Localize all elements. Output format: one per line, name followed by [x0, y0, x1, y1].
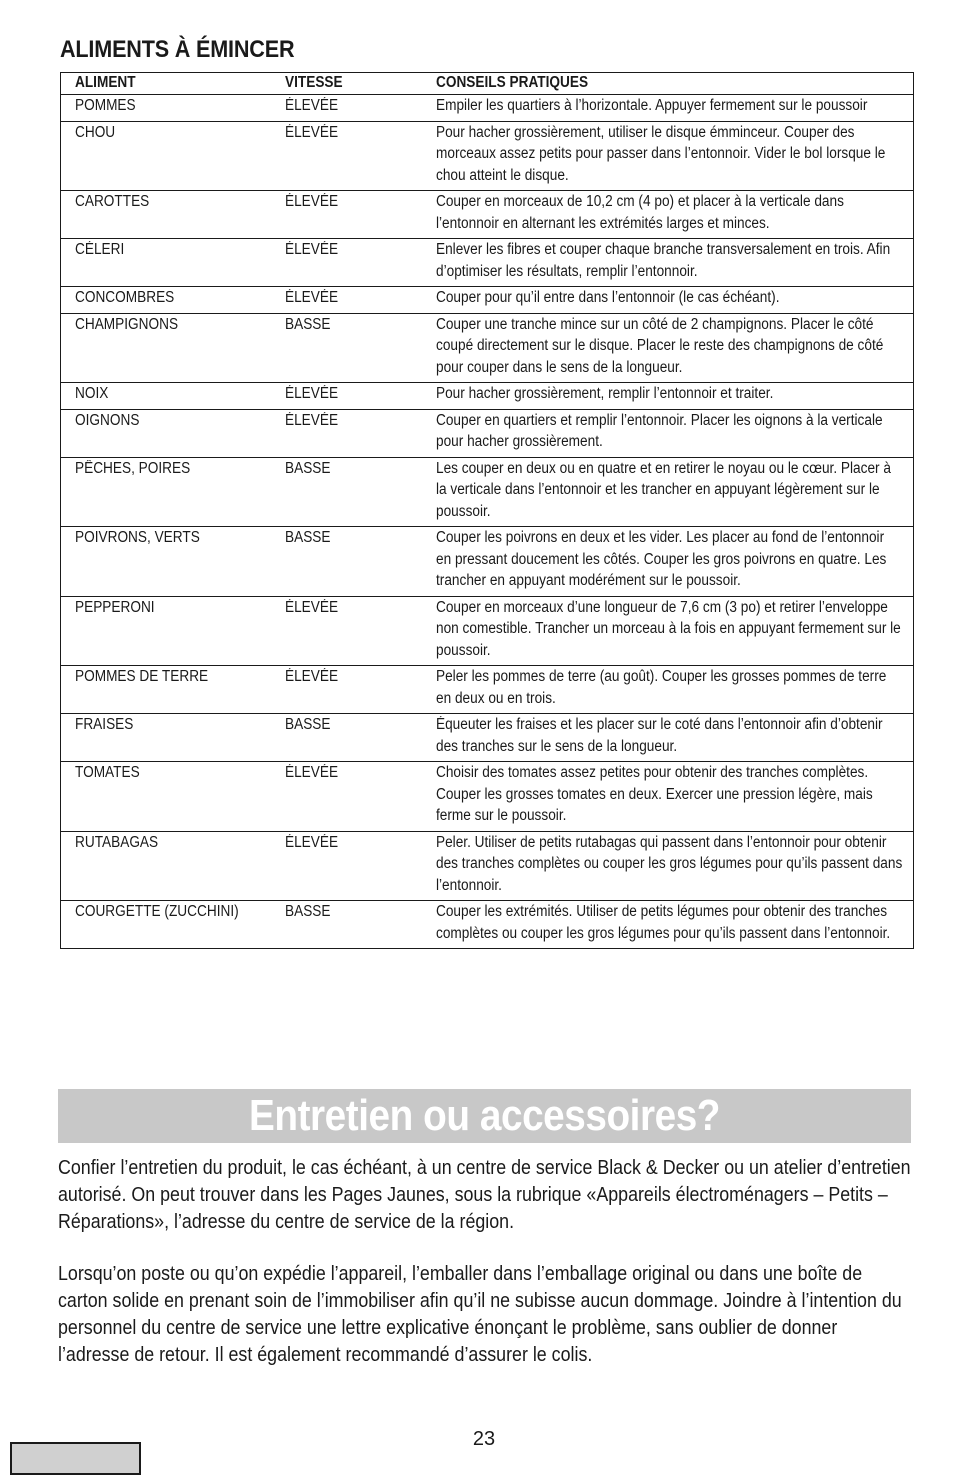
table-row — [61, 457, 914, 527]
tip-cell: Pour hacher grossièrement, utiliser le disque émminceur. Couper des morceaux assez petits pour passer dans l’entonnoir. Vider le bol lorsque le chou atteint le disque. — [422, 121, 914, 191]
table-row — [61, 287, 914, 314]
tip-cell: Équeuter les fraises et les placer sur le coté dans l’entonnoir afin d’obtenir des tranches sur le sens de la longueur. — [422, 714, 914, 762]
tip-cell: Choisir des tomates assez petites pour obtenir des tranches complètes. Couper les grosses tomates en deux. Exercer une pression légère, mais ferme sur le poussoir. — [422, 762, 914, 832]
tip-cell: Couper en morceaux de 10,2 cm (4 po) et placer à la verticale dans l’entonnoir en alternant les extrémités larges et minces. — [422, 191, 914, 239]
food-cell: POMMES DE TERRE — [61, 666, 285, 714]
table-row — [61, 831, 914, 901]
speed-cell: ÉLEVÉE — [285, 191, 422, 239]
tip-cell: Empiler les quartiers à l’horizontale. Appuyer fermement sur le poussoir — [422, 95, 914, 122]
tip-cell: Couper une tranche mince sur un côté de 2 champignons. Placer le côté coupé directement sur le disque. Placer le reste des champignons de côté pour couper dans le sens de la longueur. — [422, 313, 914, 383]
table-header — [61, 73, 914, 95]
table-row — [61, 714, 914, 762]
food-cell: RUTABAGAS — [61, 831, 285, 901]
slicing-table — [60, 72, 914, 949]
speed-cell: ÉLEVÉE — [285, 239, 422, 287]
speed-cell: ÉLEVÉE — [285, 831, 422, 901]
header-food: ALIMENT — [61, 73, 285, 95]
table-row — [61, 666, 914, 714]
tip-cell: Couper les poivrons en deux et les vider. Les placer au fond de l’entonnoir en pressant doucement les côtés. Couper les gros poivrons en quatre. Les trancher en appuyant modérément sur le poussoir. — [422, 527, 914, 597]
tip-cell: Peler les pommes de terre (au goût). Couper les grosses pommes de terre en deux ou en trois. — [422, 666, 914, 714]
table-row — [61, 383, 914, 410]
table-row — [61, 901, 914, 949]
speed-cell: ÉLEVÉE — [285, 121, 422, 191]
food-cell: POMMES — [61, 95, 285, 122]
table-row — [61, 191, 914, 239]
header-tips: CONSEILS PRATIQUES — [422, 73, 914, 95]
tip-cell: Couper en quartiers et remplir l’entonnoir. Placer les oignons à la verticale pour hacher grossièrement. — [422, 409, 914, 457]
table-row — [61, 239, 914, 287]
table-row — [61, 596, 914, 666]
speed-cell: BASSE — [285, 527, 422, 597]
speed-cell: ÉLEVÉE — [285, 596, 422, 666]
food-cell: PÊCHES, POIRES — [61, 457, 285, 527]
table-row — [61, 95, 914, 122]
tip-cell: Couper pour qu’il entre dans l’entonnoir (le cas échéant). — [422, 287, 914, 314]
tip-cell: Couper en morceaux d’une longueur de 7,6 cm (3 po) et retirer l’enveloppe non comestible. Trancher un morceau à la fois en appuyant fermement sur le poussoir. — [422, 596, 914, 666]
speed-cell: BASSE — [285, 457, 422, 527]
service-paragraph-1: Confier l’entretien du produit, le cas échéant, à un centre de service Black & Decker ou un atelier d’entretien autorisé. On peut trouver dans les Pages Jaunes, sous la rubrique «Appareils électroménagers – Petits – Réparations», l’adresse du centre de service de la région. — [58, 1156, 911, 1233]
speed-cell: ÉLEVÉE — [285, 287, 422, 314]
speed-cell: ÉLEVÉE — [285, 666, 422, 714]
page-number: 23 — [472, 1428, 496, 1450]
header-speed: VITESSE — [285, 73, 422, 95]
service-paragraph-2: Lorsqu’on poste ou qu’on expédie l’appareil, l’emballer dans l’emballage original ou dans une boîte de carton solide en prenant soin de l’immobiliser afin qu’il ne subisse aucun dommage. Joindre à l’intention du personnel du centre de service une lettre explicative énonçant le problème, sans oublier de donner l’adresse de retour. Il est également recommandé d’assurer le colis. — [58, 1262, 902, 1366]
food-cell: FRAISES — [61, 714, 285, 762]
table-row — [61, 121, 914, 191]
speed-cell: ÉLEVÉE — [285, 409, 422, 457]
tip-cell: Enlever les fibres et couper chaque branche transversalement en trois. Afin d’optimiser les résultats, remplir l’entonnoir. — [422, 239, 914, 287]
table-row — [61, 527, 914, 597]
food-cell: CÉLERI — [61, 239, 285, 287]
food-cell: PEPPERONI — [61, 596, 285, 666]
section-title: ALIMENTS À ÉMINCER — [60, 36, 295, 63]
food-cell: OIGNONS — [61, 409, 285, 457]
table-row — [61, 409, 914, 457]
speed-cell: BASSE — [284, 903, 330, 920]
tip-cell: Couper les extrémités. Utiliser de petits légumes pour obtenir des tranches complètes ou couper les gros légumes pour qu’ils passent dans l’entonnoir. — [435, 903, 890, 942]
food-cell: CAROTTES — [61, 191, 285, 239]
food-cell: COURGETTE (ZUCCHINI) — [75, 903, 239, 920]
food-cell: CHOU — [61, 121, 285, 191]
food-cell: POIVRONS, VERTS — [61, 527, 285, 597]
speed-cell: ÉLEVÉE — [285, 95, 422, 122]
tip-cell: Pour hacher grossièrement, remplir l’entonnoir et traiter. — [422, 383, 914, 410]
service-banner — [58, 1089, 911, 1143]
tip-cell: Les couper en deux ou en quatre et en retirer le noyau ou le cœur. Placer à la verticale dans l’entonnoir et les trancher en appuyant légèrement sur le poussoir. — [422, 457, 914, 527]
speed-cell: ÉLEVÉE — [285, 383, 422, 410]
table-row — [61, 313, 914, 383]
table-body — [61, 95, 914, 949]
speed-cell: BASSE — [285, 313, 422, 383]
page-edge-tab — [10, 1442, 141, 1475]
tip-cell: Peler. Utiliser de petits rutabagas qui passent dans l’entonnoir pour obtenir des tranches complètes ou couper les gros légumes pour qu’ils passent dans l’entonnoir. — [422, 831, 914, 901]
table-header-row — [61, 73, 914, 95]
speed-cell: ÉLEVÉE — [285, 762, 422, 832]
food-cell: NOIX — [61, 383, 285, 410]
food-cell: TOMATES — [61, 762, 285, 832]
food-cell: CHAMPIGNONS — [61, 313, 285, 383]
service-title: Entretien ou accessoires? — [248, 1091, 721, 1140]
table-row — [61, 762, 914, 832]
food-cell: CONCOMBRES — [61, 287, 285, 314]
speed-cell: BASSE — [285, 714, 422, 762]
